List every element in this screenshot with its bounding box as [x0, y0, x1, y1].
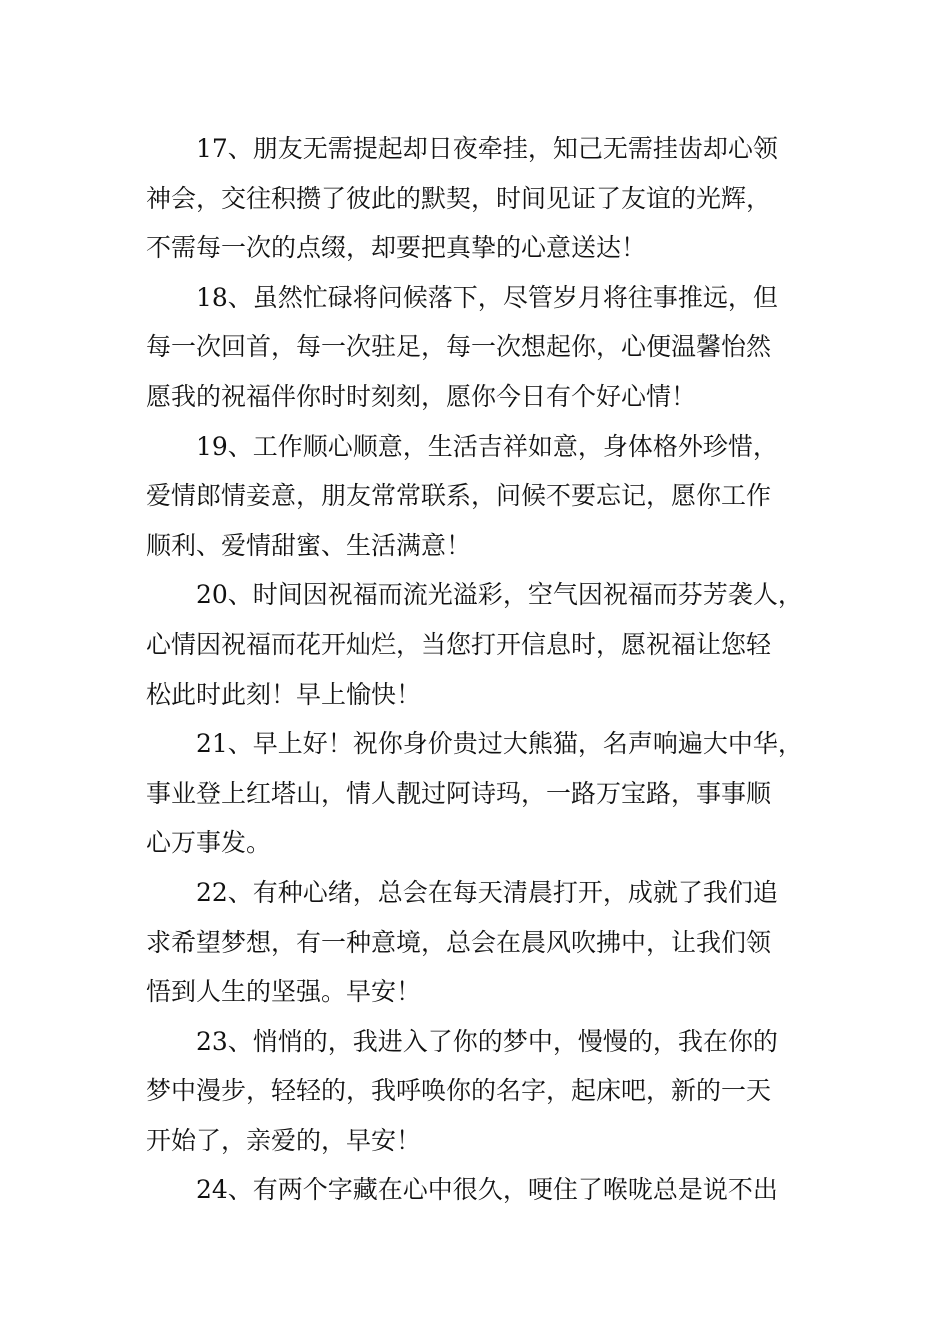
paragraph-line: 爱情郎情妾意，朋友常常联系，问候不要忘记，愿你工作 [146, 481, 772, 511]
paragraph-line: 神会，交往积攒了彼此的默契，时间见证了友谊的光辉， [146, 183, 772, 213]
paragraph-line: 每一次回首，每一次驻足，每一次想起你，心便温馨怡然 [146, 332, 772, 362]
paragraph-line: 19、工作顺心顺意，生活吉祥如意，身体格外珍惜， [196, 431, 778, 461]
paragraph-21 [146, 719, 816, 868]
paragraph-line: 悟到人生的坚强。早安！ [146, 977, 422, 1007]
paragraph-line: 21、早上好！祝你身价贵过大熊猫，名声响遍大中华， [196, 729, 803, 759]
paragraph-24 [146, 1165, 816, 1215]
paragraph-line: 心万事发。 [146, 828, 272, 858]
paragraph-line: 顺利、爱情甜蜜、生活满意！ [146, 530, 472, 560]
paragraph-18 [146, 273, 816, 422]
paragraph-line: 松此时此刻！早上愉快！ [146, 679, 422, 709]
paragraph-line: 24、有两个字藏在心中很久，哽住了喉咙总是说不出 [196, 1175, 778, 1205]
paragraph-line: 开始了，亲爱的，早安！ [146, 1125, 422, 1155]
paragraph-line: 不需每一次的点缀，却要把真挚的心意送达！ [146, 233, 647, 263]
paragraph-line: 23、悄悄的，我进入了你的梦中，慢慢的，我在你的 [196, 1026, 778, 1056]
document-body [146, 124, 816, 1215]
paragraph-line: 愿我的祝福伴你时时刻刻，愿你今日有个好心情！ [146, 381, 697, 411]
paragraph-17 [146, 124, 816, 273]
paragraph-line: 事业登上红塔山，情人靓过阿诗玛，一路万宝路，事事顺 [146, 778, 772, 808]
paragraph-23 [146, 1017, 816, 1166]
paragraph-19 [146, 422, 816, 571]
paragraph-line: 22、有种心绪，总会在每天清晨打开，成就了我们追 [196, 877, 778, 907]
paragraph-line: 心情因祝福而花开灿烂，当您打开信息时，愿祝福让您轻 [146, 629, 772, 659]
paragraph-line: 18、虽然忙碌将问候落下，尽管岁月将往事推远，但 [196, 282, 778, 312]
paragraph-line: 17、朋友无需提起却日夜牵挂，知己无需挂齿却心领 [196, 134, 778, 163]
paragraph-22 [146, 868, 816, 1017]
paragraph-line: 求希望梦想，有一种意境，总会在晨风吹拂中，让我们领 [146, 927, 772, 957]
paragraph-line: 20、时间因祝福而流光溢彩，空气因祝福而芬芳袭人， [196, 580, 803, 610]
paragraph-20 [146, 570, 816, 719]
paragraph-line: 梦中漫步，轻轻的，我呼唤你的名字，起床吧，新的一天 [146, 1076, 772, 1106]
